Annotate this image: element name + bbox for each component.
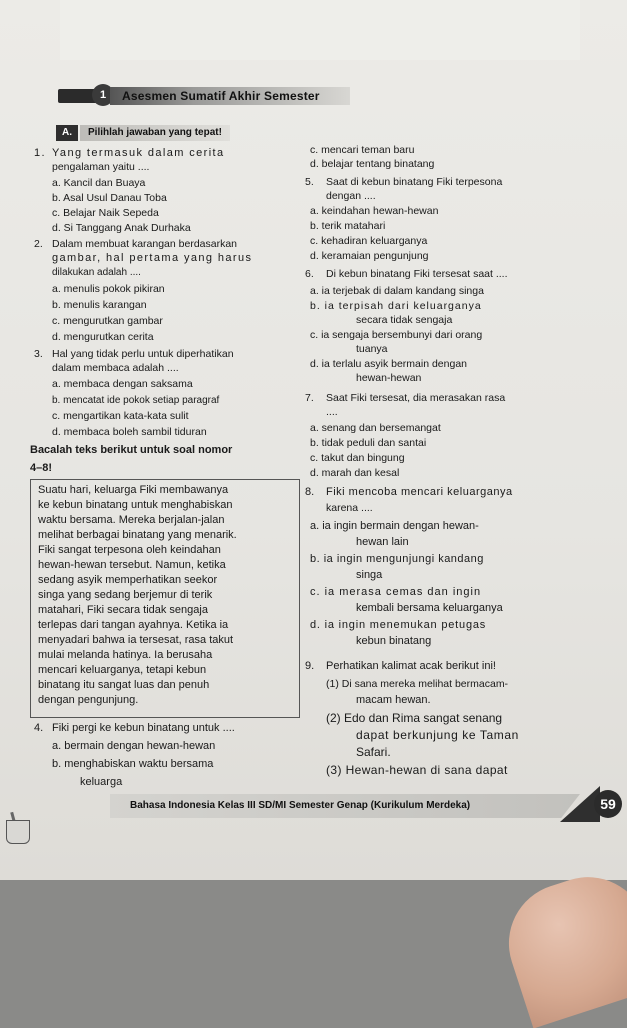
option-b: b. tidak peduli dan santai xyxy=(310,437,427,449)
question-text: .... xyxy=(326,406,338,418)
story-line: dengan pengunjung. xyxy=(38,694,139,706)
question-text: Di kebun binatang Fiki tersesat saat .... xyxy=(326,268,508,280)
option-c: c. takut dan bingung xyxy=(310,452,405,464)
option-a: a. membaca dengan saksama xyxy=(52,378,193,390)
story-line: singa yang sedang berjemur di terik xyxy=(38,589,213,601)
option-a: a. menulis pokok pikiran xyxy=(52,283,165,295)
option-d: d. marah dan kesal xyxy=(310,467,400,479)
question-text: Fiki mencoba mencari keluarganya xyxy=(326,486,513,498)
question-number: 8. xyxy=(305,486,315,498)
sentence-2: (2) Edo dan Rima sangat senang xyxy=(326,711,503,725)
story-line: Fiki sangat terpesona oleh keindahan xyxy=(38,544,221,556)
option-d: d. Si Tanggang Anak Durhaka xyxy=(52,222,191,234)
question-text: pengalaman yaitu .... xyxy=(52,161,150,173)
question-text: Saat di kebun binatang Fiki terpesona xyxy=(326,176,503,188)
question-text: dilakukan adalah .... xyxy=(52,267,141,278)
option-c-cont: kembali bersama keluarganya xyxy=(356,602,503,614)
option-c: c. mengurutkan gambar xyxy=(52,315,163,327)
option-d: d. ia ingin menemukan petugas xyxy=(310,619,487,631)
question-number: 7. xyxy=(305,392,314,404)
option-c: c. kehadiran keluarganya xyxy=(310,235,428,247)
option-c: c. ia sengaja bersembunyi dari orang xyxy=(310,329,483,341)
question-text: gambar, hal pertama yang harus xyxy=(52,252,253,264)
question-text: Fiki pergi ke kebun binatang untuk .... xyxy=(52,722,235,734)
option-c: c. mengartikan kata-kata sulit xyxy=(52,410,189,422)
page-footer xyxy=(0,786,627,830)
question-text: Hal yang tidak perlu untuk diperhatikan xyxy=(52,348,234,360)
story-line: waktu bersama. Mereka berjalan-jalan xyxy=(38,514,225,526)
question-text: karena .... xyxy=(326,502,373,514)
sentence-2-cont: Safari. xyxy=(356,745,391,759)
option-a: a. ia ingin bermain dengan hewan- xyxy=(310,520,479,532)
option-d-cont: hewan-hewan xyxy=(356,372,422,384)
page-top-shadow xyxy=(60,0,580,60)
question-text: Saat Fiki tersesat, dia merasakan rasa xyxy=(326,392,506,404)
question-number: 2. xyxy=(34,238,43,250)
question-number: 1. xyxy=(34,147,46,159)
instruction-text: Bacalah teks berikut untuk soal nomor xyxy=(30,444,233,456)
option-d: d. keramaian pengunjung xyxy=(310,250,429,262)
option-d: d. mengurutkan cerita xyxy=(52,331,154,343)
story-line: matahari, Fiki secara tidak sengaja xyxy=(38,604,208,616)
option-b-cont: secara tidak sengaja xyxy=(356,314,453,326)
option-d-cont: kebun binatang xyxy=(356,635,432,647)
option-b: b. ia terpisah dari keluarganya xyxy=(310,300,482,312)
assessment-banner xyxy=(58,84,348,110)
banner-badge: 1 xyxy=(92,84,114,106)
story-line: mencari keluarganya, tetapi kebun xyxy=(38,664,207,676)
story-line: Suatu hari, keluarga Fiki membawanya xyxy=(38,484,229,496)
question-number: 4. xyxy=(34,722,44,734)
story-line: terlepas dari tangan ayahnya. Ketika ia xyxy=(38,619,229,631)
question-text: Yang termasuk dalam cerita xyxy=(52,147,225,159)
page-number: 59 xyxy=(594,790,622,818)
section-header xyxy=(56,125,256,141)
story-line: mulai melanda hatinya. Ia berusaha xyxy=(38,649,213,661)
option-a-cont: hewan lain xyxy=(356,536,409,548)
sentence-1-cont: macam hewan. xyxy=(356,694,431,706)
option-c: c. mencari teman baru xyxy=(310,144,415,156)
question-number: 5. xyxy=(305,176,314,188)
option-c: c. ia merasa cemas dan ingin xyxy=(310,586,482,598)
banner-title: Asesmen Sumatif Akhir Semester xyxy=(122,89,320,103)
option-b: b. mencatat ide pokok setiap paragraf xyxy=(52,395,220,406)
option-b-cont: singa xyxy=(356,569,383,581)
option-c: c. Belajar Naik Sepeda xyxy=(52,207,159,219)
sentence-3: (3) Hewan-hewan di sana dapat xyxy=(326,763,508,777)
section-letter: A. xyxy=(56,125,78,141)
finger-photo xyxy=(493,862,627,1028)
question-number: 9. xyxy=(305,660,315,672)
option-d: d. belajar tentang binatang xyxy=(310,158,435,170)
cup-icon xyxy=(6,820,30,844)
sentence-1: (1) Di sana mereka melihat bermacam- xyxy=(326,678,509,690)
story-line: binatang itu sangat luas dan penuh xyxy=(38,679,210,691)
section-instruction: Pilihlah jawaban yang tepat! xyxy=(80,125,230,141)
question-text: dalam membaca adalah .... xyxy=(52,362,179,374)
question-number: 3. xyxy=(34,348,43,360)
question-text: Dalam membuat karangan berdasarkan xyxy=(52,238,238,250)
question-text: Perhatikan kalimat acak berikut ini! xyxy=(326,660,496,672)
option-a: a. ia terjebak di dalam kandang singa xyxy=(310,285,484,297)
option-b: b. terik matahari xyxy=(310,220,386,232)
pencil-cup-icon xyxy=(2,812,32,842)
question-text: dengan .... xyxy=(326,190,376,202)
option-a: a. senang dan bersemangat xyxy=(310,422,441,434)
option-b: b. Asal Usul Danau Toba xyxy=(52,192,167,204)
option-b: b. menulis karangan xyxy=(52,299,147,311)
option-b-cont: keluarga xyxy=(80,776,123,788)
story-line: hewan-hewan tersebut. Namun, ketika xyxy=(38,559,226,571)
story-line: menyadari bahwa ia tersesat, rasa takut xyxy=(38,634,234,646)
option-c-cont: tuanya xyxy=(356,343,388,355)
option-a: a. Kancil dan Buaya xyxy=(52,177,146,189)
option-d: d. membaca boleh sambil tiduran xyxy=(52,426,207,438)
option-b: b. ia ingin mengunjungi kandang xyxy=(310,553,484,565)
instruction-text: 4–8! xyxy=(30,462,53,474)
footer-text: Bahasa Indonesia Kelas III SD/MI Semester Genap (Kurikulum Merdeka) xyxy=(130,800,471,811)
option-b: b. menghabiskan waktu bersama xyxy=(52,758,214,770)
story-line: melihat berbagai binatang yang menarik. xyxy=(38,529,237,541)
story-line: ke kebun binatang untuk menghabiskan xyxy=(38,499,233,511)
option-a: a. bermain dengan hewan-hewan xyxy=(52,740,216,752)
option-d: d. ia terlalu asyik bermain dengan xyxy=(310,358,468,370)
story-line: sedang asyik memperhatikan seekor xyxy=(38,574,218,586)
option-a: a. keindahan hewan-hewan xyxy=(310,205,439,217)
question-number: 6. xyxy=(305,268,314,280)
sentence-2-cont: dapat berkunjung ke Taman xyxy=(356,728,519,742)
